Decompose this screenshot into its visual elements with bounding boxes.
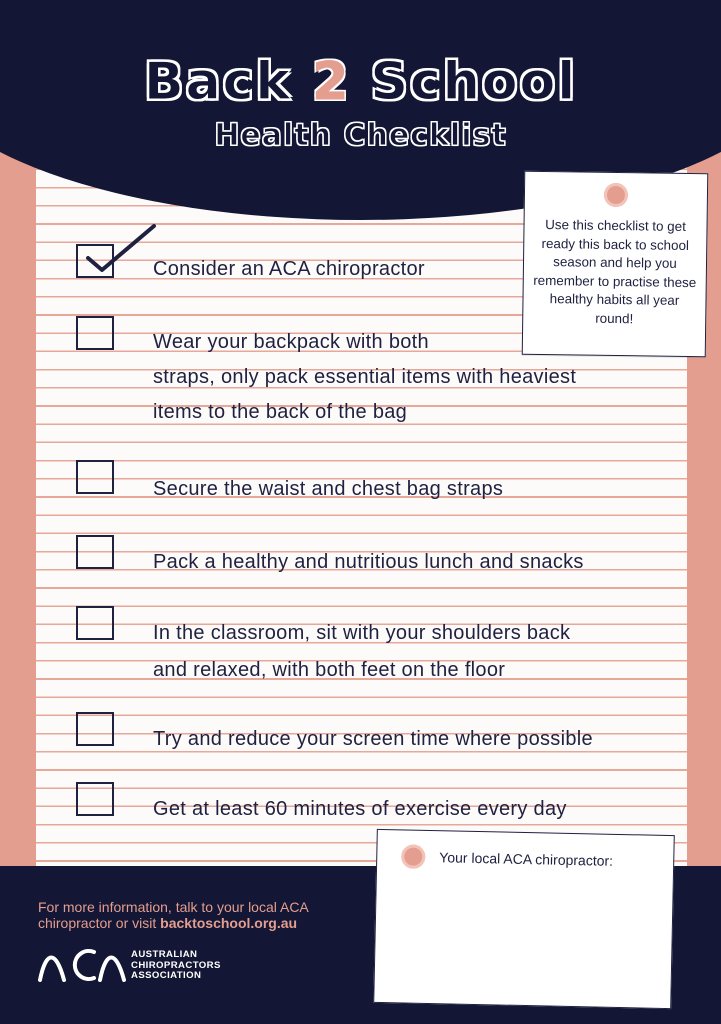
checklist-item-text: Wear your backpack with both bbox=[153, 331, 429, 353]
footer-info: For more information, talk to your local ACA chiropractor or visit backtoschool.org.au bbox=[38, 899, 308, 931]
checklist-item-text: Consider an ACA chiropractor bbox=[153, 258, 425, 280]
checkbox-2[interactable] bbox=[76, 316, 114, 350]
pin-icon bbox=[401, 844, 425, 868]
chiropractor-card bbox=[373, 829, 675, 1009]
checkbox-5[interactable] bbox=[76, 606, 114, 640]
page-title: Back 2 School bbox=[143, 52, 578, 112]
card-label: Your local ACA chiropractor: bbox=[439, 849, 614, 869]
checkbox-6[interactable] bbox=[76, 712, 114, 746]
info-note bbox=[522, 171, 709, 358]
checklist-item-text: Secure the waist and chest bag straps bbox=[153, 478, 504, 500]
org-name: AUSTRALIAN CHIROPRACTORS ASSOCIATION bbox=[131, 949, 221, 981]
checkmark-icon bbox=[82, 222, 162, 280]
checklist-item-text: items to the back of the bag bbox=[153, 401, 408, 423]
checklist-item-text: Try and reduce your screen time where possible bbox=[153, 728, 593, 750]
pin-icon bbox=[604, 183, 628, 207]
note-text: Use this checklist to get ready this back to school season and help you remember to practise these healthy habits all year round! bbox=[533, 217, 697, 326]
checkbox-3[interactable] bbox=[76, 460, 114, 494]
checkbox-7[interactable] bbox=[76, 782, 114, 816]
website-link[interactable]: backtoschool.org.au bbox=[160, 915, 298, 931]
page-subtitle: Health Checklist bbox=[214, 118, 507, 153]
checkbox-4[interactable] bbox=[76, 535, 114, 569]
checklist-item-text: and relaxed, with both feet on the floor bbox=[153, 659, 506, 681]
checklist-item-text: Pack a healthy and nutritious lunch and snacks bbox=[153, 551, 584, 573]
checklist-item-text: straps, only pack essential items with heaviest bbox=[153, 366, 577, 388]
aca-logo bbox=[38, 946, 126, 982]
checklist-item-text: In the classroom, sit with your shoulders back bbox=[153, 622, 571, 644]
checklist-item-text: Get at least 60 minutes of exercise every day bbox=[153, 798, 567, 820]
